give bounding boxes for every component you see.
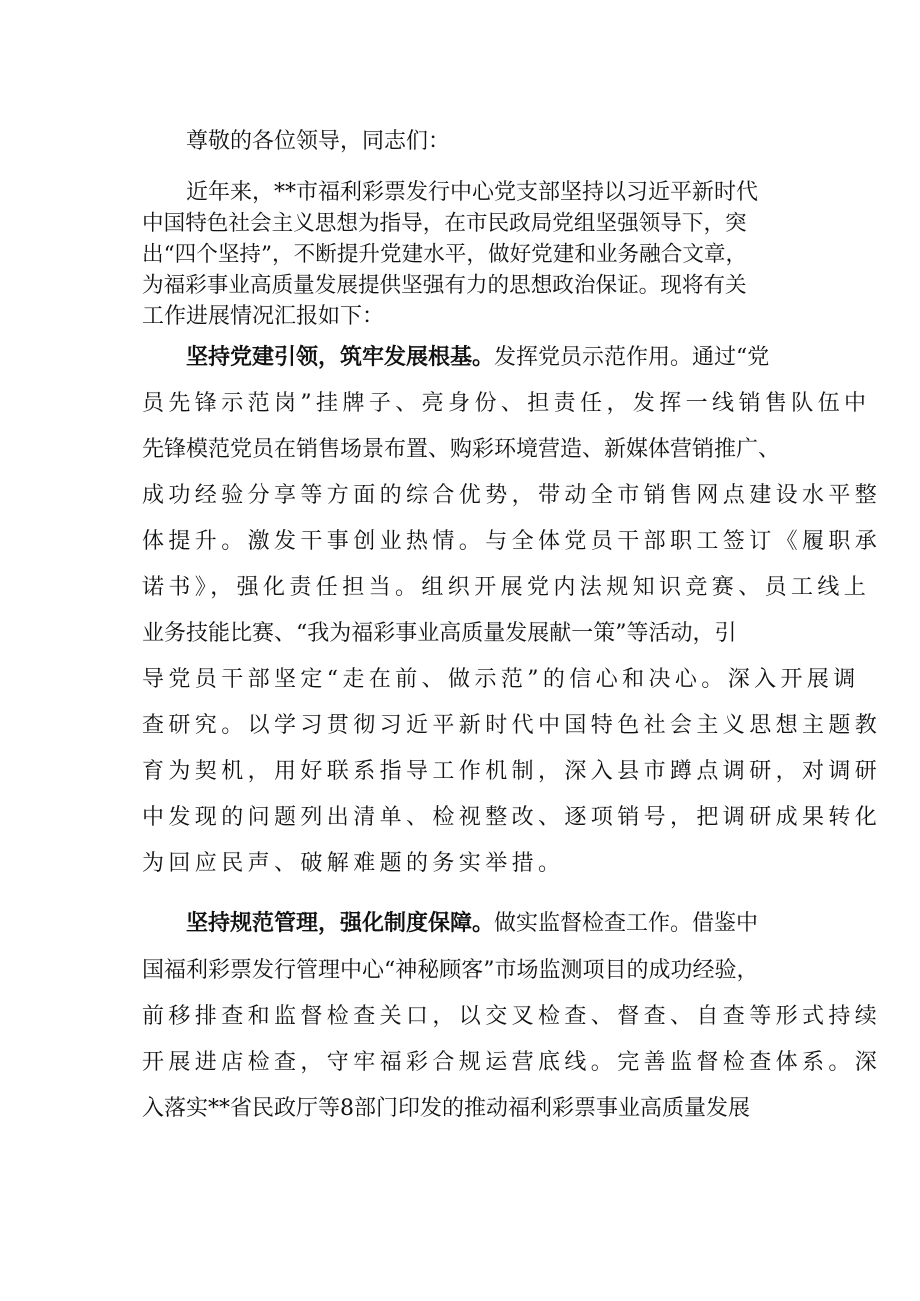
section1-first-line-rest: 发挥党员示范作用。通过“党	[494, 345, 770, 370]
section1-line-12: 为回应民声、破解难题的务实举措。	[142, 851, 565, 876]
section1-line-3: 先锋模范党员在销售场景布置、购彩环境营造、新媒体营销推广、	[142, 437, 781, 462]
section1-line-5: 体提升。激发干事创业热情。与全体党员干部职工签订《履职承	[142, 529, 882, 554]
section1-line-2: 员先锋示范岗”挂牌子、亮身份、担责任，发挥一线销售队伍中	[142, 391, 871, 416]
section2-line-2: 国福利彩票发行管理中心“神秘顾客”市场监测项目的成功经验，	[142, 958, 759, 983]
section2-line-4: 开展进店检查，守牢福彩合规运营底线。完善监督检查体系。深	[142, 1050, 882, 1075]
section1-first-line	[186, 340, 769, 371]
section2-heading: 坚持规范管理，强化制度保障。	[186, 910, 495, 936]
intro-line-2: 中国特色社会主义思想为指导，在市民政局党组坚强领导下，突	[142, 211, 747, 236]
section2-first-line	[186, 906, 758, 937]
intro-line-5: 工作进展情况汇报如下：	[142, 304, 385, 329]
section1-line-6: 诺书》，强化责任担当。组织开展党内法规知识竞赛、员工线上	[142, 575, 871, 600]
intro-line-1: 近年来，**市福利彩票发行中心党支部坚持以习近平新时代	[186, 180, 759, 205]
section1-line-8: 导党员干部坚定“走在前、做示范”的信心和决心。深入开展调	[142, 667, 860, 692]
section1-line-10: 育为契机，用好联系指导工作机制，深入县市蹲点调研，对调研	[142, 759, 882, 784]
section2-line-3: 前移排查和监督检查关口，以交叉检查、督查、自查等形式持续	[142, 1004, 882, 1029]
section1-line-11: 中发现的问题列出清单、检视整改、逐项销号，把调研成果转化	[142, 805, 882, 830]
section1-line-9: 查研究。以学习贯彻习近平新时代中国特色社会主义思想主题教	[142, 713, 882, 738]
greeting: 尊敬的各位领导，同志们：	[186, 129, 451, 154]
section1-heading: 坚持党建引领，筑牢发展根基。	[186, 344, 495, 370]
intro-line-3: 出“四个坚持”，不断提升党建水平，做好党建和业务融合文章，	[142, 242, 748, 267]
section1-line-7: 业务技能比赛、“我为福彩事业高质量发展献一策”等活动，引	[142, 621, 737, 646]
section2-first-line-rest: 做实监督检查工作。借鉴中	[494, 911, 759, 936]
intro-line-4: 为福彩事业高质量发展提供坚强有力的思想政治保证。现将有关	[142, 273, 747, 298]
section2-line-5: 入落实**省民政厅等8部门印发的推动福利彩票事业高质量发展	[142, 1096, 750, 1121]
section1-line-4: 成功经验分享等方面的综合优势，带动全市销售网点建设水平整	[142, 483, 882, 508]
